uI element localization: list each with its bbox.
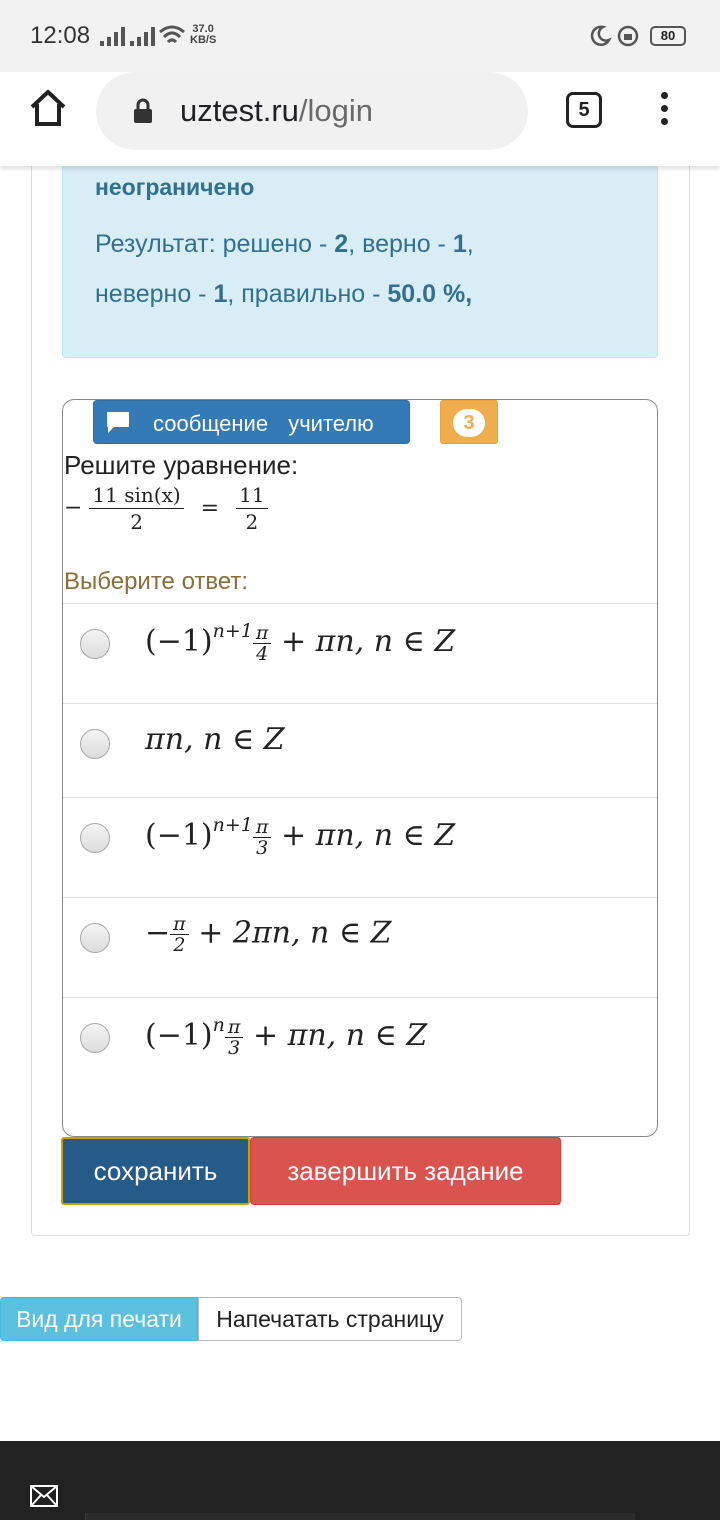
formula-base: (−1) (145, 624, 213, 659)
fraction-denominator: 2 (173, 934, 186, 956)
message-teacher-button[interactable] (93, 400, 410, 444)
correct-count: 1 (452, 230, 467, 258)
equation (64, 482, 268, 535)
message-bubble-icon (105, 410, 131, 436)
fraction-denominator: 3 (256, 836, 269, 859)
signal-icon (130, 26, 155, 46)
url-path: /login (298, 93, 373, 128)
percent-value: 50.0 %, (387, 280, 473, 308)
url-domain: uztest.ru (180, 93, 299, 128)
formula-base: (−1) (145, 1018, 213, 1053)
battery-indicator: 80 (650, 26, 686, 46)
fraction-denominator: 3 (228, 1036, 241, 1059)
tabs-icon[interactable]: 5 (566, 92, 602, 128)
fraction-numerator: π (225, 1017, 244, 1038)
answer-radio[interactable] (80, 923, 110, 953)
status-time: 12:08 (30, 22, 91, 49)
signal-icon (100, 26, 125, 46)
answer-formula (145, 914, 392, 955)
wrong-label: неверно - (95, 280, 214, 308)
formula-exponent: n+1 (212, 814, 253, 836)
finish-task-button[interactable]: завершить задание (250, 1137, 561, 1205)
answer-formula (145, 1014, 427, 1058)
wrong-count: 1 (213, 280, 228, 308)
formula-tail: + πn, n ∈ Z (280, 624, 456, 659)
solved-count: 2 (334, 230, 349, 258)
alarm-icon (616, 24, 640, 48)
formula-tail: + πn, n ∈ Z (280, 818, 456, 853)
answer-option[interactable] (63, 703, 657, 797)
equation-lhs-denominator: 2 (130, 510, 143, 534)
question-title: Решите уравнение: (64, 450, 299, 480)
result-label: Результат: решено - (95, 230, 335, 258)
equation-equals: = (200, 495, 220, 521)
answer-option[interactable] (63, 797, 657, 897)
choose-answer-label: Выберите ответ: (64, 568, 249, 595)
formula-fraction (170, 914, 189, 955)
net-speed (190, 24, 216, 46)
browser-toolbar (0, 72, 720, 166)
answer-option[interactable] (63, 997, 657, 1097)
mail-icon (30, 1485, 58, 1507)
equation-lhs-fraction (89, 482, 183, 535)
equation-rhs-fraction (236, 482, 267, 535)
equation-rhs-denominator: 2 (245, 510, 259, 534)
equation-rhs-numerator: 11 (236, 482, 267, 509)
moon-icon (588, 24, 612, 48)
formula-minus: − (145, 915, 171, 951)
formula-tail: + πn, n ∈ Z (252, 1018, 428, 1053)
print-view-button[interactable]: Вид для печати (0, 1297, 198, 1341)
fraction-numerator: π (170, 914, 189, 935)
answer-radio[interactable] (80, 629, 110, 659)
question-number: 3 (453, 409, 485, 437)
correct-label: , верно - (348, 230, 453, 258)
wifi-icon (158, 24, 186, 48)
net-speed-value: 37.0 (192, 23, 214, 35)
formula-tail: + 2πn, n ∈ Z (198, 915, 392, 951)
question-number-badge (440, 400, 498, 444)
formula-exponent: n+1 (212, 620, 253, 642)
formula-base: (−1) (145, 818, 213, 853)
url-text (180, 93, 373, 129)
footer-link-strip (85, 1513, 635, 1520)
fraction-denominator: 4 (256, 642, 269, 665)
status-bar (0, 0, 720, 72)
result-line-2 (95, 280, 472, 309)
answer-formula (145, 620, 455, 664)
lock-icon (132, 98, 154, 124)
percent-label: , правильно - (227, 280, 388, 308)
message-teacher-label: сообщение учителю (153, 411, 374, 436)
answer-formula: πn, n ∈ Z (145, 722, 285, 757)
fraction-numerator: π (253, 817, 272, 838)
print-page-button[interactable]: Напечатать страницу (198, 1297, 462, 1341)
equation-minus: − (64, 495, 83, 521)
save-button[interactable]: сохранить (61, 1137, 250, 1205)
answer-radio[interactable] (80, 823, 110, 853)
answer-option[interactable] (63, 897, 657, 997)
result-info-box (62, 150, 658, 358)
answer-option[interactable] (63, 603, 657, 703)
menu-dots-icon[interactable] (657, 92, 671, 132)
answer-radio[interactable] (80, 1023, 110, 1053)
answer-formula (145, 814, 455, 858)
time-limit-value: неограничено (95, 174, 255, 200)
answer-radio[interactable] (80, 729, 110, 759)
formula-exponent: n (212, 1014, 225, 1036)
net-speed-unit: KB/S (190, 34, 217, 46)
result-line-1 (95, 230, 474, 259)
fraction-numerator: π (253, 623, 272, 644)
home-icon[interactable] (28, 88, 68, 128)
separator: , (466, 230, 474, 258)
formula-fraction (225, 1017, 244, 1058)
formula-fraction (253, 623, 272, 664)
formula-fraction (253, 817, 272, 858)
equation-lhs-numerator: 11 sin(x) (89, 482, 183, 509)
page-footer (0, 1441, 720, 1520)
address-bar[interactable] (96, 72, 528, 150)
